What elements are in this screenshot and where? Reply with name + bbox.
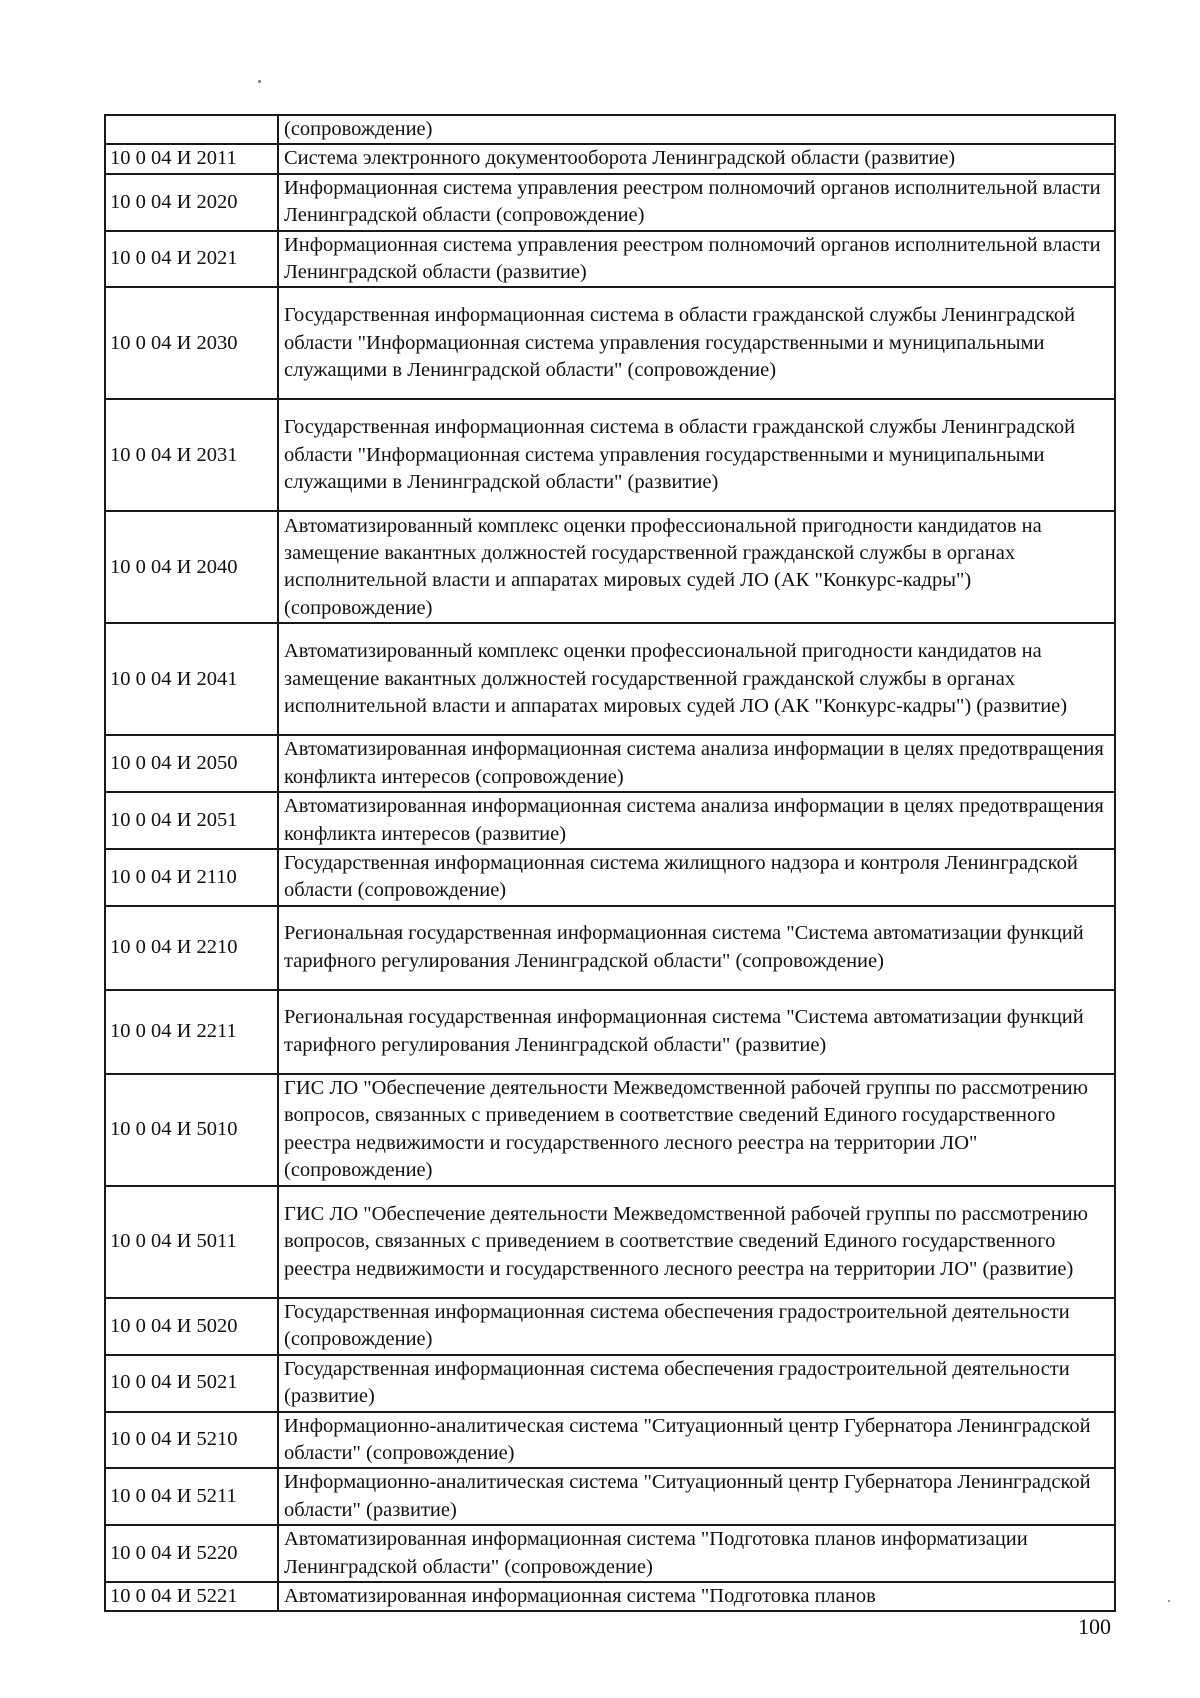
row-code: 10 0 04 И 2030 [105, 287, 278, 399]
table-row [105, 1186, 1115, 1298]
row-description: ГИС ЛО "Обеспечение деятельности Межведомственной рабочей группы по рассмотрению вопросов, связанных с приведением в соответствие сведений Единого государственного реестра недвижимости и государственного лесного реестра на территории ЛО" (сопровождение) [278, 1074, 1115, 1186]
row-description: Автоматизированная информационная система анализа информации в целях предотвращения конфликта интересов (сопровождение) [278, 735, 1115, 792]
row-code: 10 0 04 И 5210 [105, 1412, 278, 1469]
row-description: Государственная информационная система жилищного надзора и контроля Ленинградской области (сопровождение) [278, 849, 1115, 906]
table-row [105, 906, 1115, 990]
table-row [105, 1582, 1115, 1611]
row-code: 10 0 04 И 5221 [105, 1582, 278, 1611]
row-code: 10 0 04 И 2011 [105, 144, 278, 173]
row-code: 10 0 04 И 2020 [105, 174, 278, 231]
row-code: 10 0 04 И 2021 [105, 231, 278, 288]
table-row [105, 115, 1115, 144]
table-row [105, 231, 1115, 288]
row-code [105, 115, 278, 144]
row-description: Государственная информационная система обеспечения градостроительной деятельности (сопровождение) [278, 1298, 1115, 1355]
row-description: Государственная информационная система обеспечения градостроительной деятельности (развитие) [278, 1355, 1115, 1412]
row-description: ГИС ЛО "Обеспечение деятельности Межведомственной рабочей группы по рассмотрению вопросов, связанных с приведением в соответствие сведений Единого государственного реестра недвижимости и государственного лесного реестра на территории ЛО" (развитие) [278, 1186, 1115, 1298]
row-code: 10 0 04 И 2110 [105, 849, 278, 906]
row-description: Информационно-аналитическая система "Ситуационный центр Губернатора Ленинградской области" (развитие) [278, 1468, 1115, 1525]
table-row [105, 990, 1115, 1074]
table-row [105, 623, 1115, 735]
row-description: Государственная информационная система в области гражданской службы Ленинградской области "Информационная система управления государственными и муниципальными служащими в Ленинградской области" (сопровождение) [278, 287, 1115, 399]
table-row [105, 849, 1115, 906]
table-row [105, 287, 1115, 399]
row-code: 10 0 04 И 5211 [105, 1468, 278, 1525]
row-description: (сопровождение) [278, 115, 1115, 144]
table-row [105, 144, 1115, 173]
row-code: 10 0 04 И 2211 [105, 990, 278, 1074]
table-row [105, 1525, 1115, 1582]
row-description: Автоматизированная информационная система "Подготовка планов [278, 1582, 1115, 1611]
row-description: Региональная государственная информационная система "Система автоматизации функций тарифного регулирования Ленинградской области" (сопровождение) [278, 906, 1115, 990]
row-description: Автоматизированная информационная система анализа информации в целях предотвращения конфликта интересов (развитие) [278, 792, 1115, 849]
row-description: Система электронного документооборота Ленинградской области (развитие) [278, 144, 1115, 173]
table-row [105, 174, 1115, 231]
row-description: Региональная государственная информационная система "Система автоматизации функций тарифного регулирования Ленинградской области" (развитие) [278, 990, 1115, 1074]
row-description: Автоматизированный комплекс оценки профессиональной пригодности кандидатов на замещение вакантных должностей государственной гражданской службы в органах исполнительной власти и аппаратах мировых судей ЛО (АК "Конкурс-кадры") (развитие) [278, 623, 1115, 735]
table-row [105, 399, 1115, 511]
row-code: 10 0 04 И 5010 [105, 1074, 278, 1186]
scan-speck [258, 80, 261, 83]
row-code: 10 0 04 И 2041 [105, 623, 278, 735]
row-code: 10 0 04 И 2210 [105, 906, 278, 990]
row-code: 10 0 04 И 2031 [105, 399, 278, 511]
table-row [105, 1468, 1115, 1525]
budget-code-table [104, 114, 1116, 1612]
row-code: 10 0 04 И 2050 [105, 735, 278, 792]
table-row [105, 511, 1115, 623]
table-row [105, 792, 1115, 849]
page-number: 100 [1078, 1614, 1111, 1639]
row-code: 10 0 04 И 5021 [105, 1355, 278, 1412]
row-code: 10 0 04 И 5020 [105, 1298, 278, 1355]
scan-speck [1168, 1600, 1170, 1602]
table-row [105, 1412, 1115, 1469]
row-code: 10 0 04 И 2051 [105, 792, 278, 849]
row-description: Информационно-аналитическая система "Ситуационный центр Губернатора Ленинградской области" (сопровождение) [278, 1412, 1115, 1469]
table-row [105, 735, 1115, 792]
row-code: 10 0 04 И 5220 [105, 1525, 278, 1582]
table-row [105, 1074, 1115, 1186]
row-description: Автоматизированный комплекс оценки профессиональной пригодности кандидатов на замещение вакантных должностей государственной гражданской службы в органах исполнительной власти и аппаратах мировых судей ЛО (АК "Конкурс-кадры") (сопровождение) [278, 511, 1115, 623]
table-row [105, 1355, 1115, 1412]
row-description: Информационная система управления реестром полномочий органов исполнительной власти Ленинградской области (сопровождение) [278, 174, 1115, 231]
row-description: Автоматизированная информационная система "Подготовка планов информатизации Ленинградской области" (сопровождение) [278, 1525, 1115, 1582]
table-row [105, 1298, 1115, 1355]
row-code: 10 0 04 И 5011 [105, 1186, 278, 1298]
row-description: Информационная система управления реестром полномочий органов исполнительной власти Ленинградской области (развитие) [278, 231, 1115, 288]
row-code: 10 0 04 И 2040 [105, 511, 278, 623]
row-description: Государственная информационная система в области гражданской службы Ленинградской области "Информационная система управления государственными и муниципальными служащими в Ленинградской области" (развитие) [278, 399, 1115, 511]
